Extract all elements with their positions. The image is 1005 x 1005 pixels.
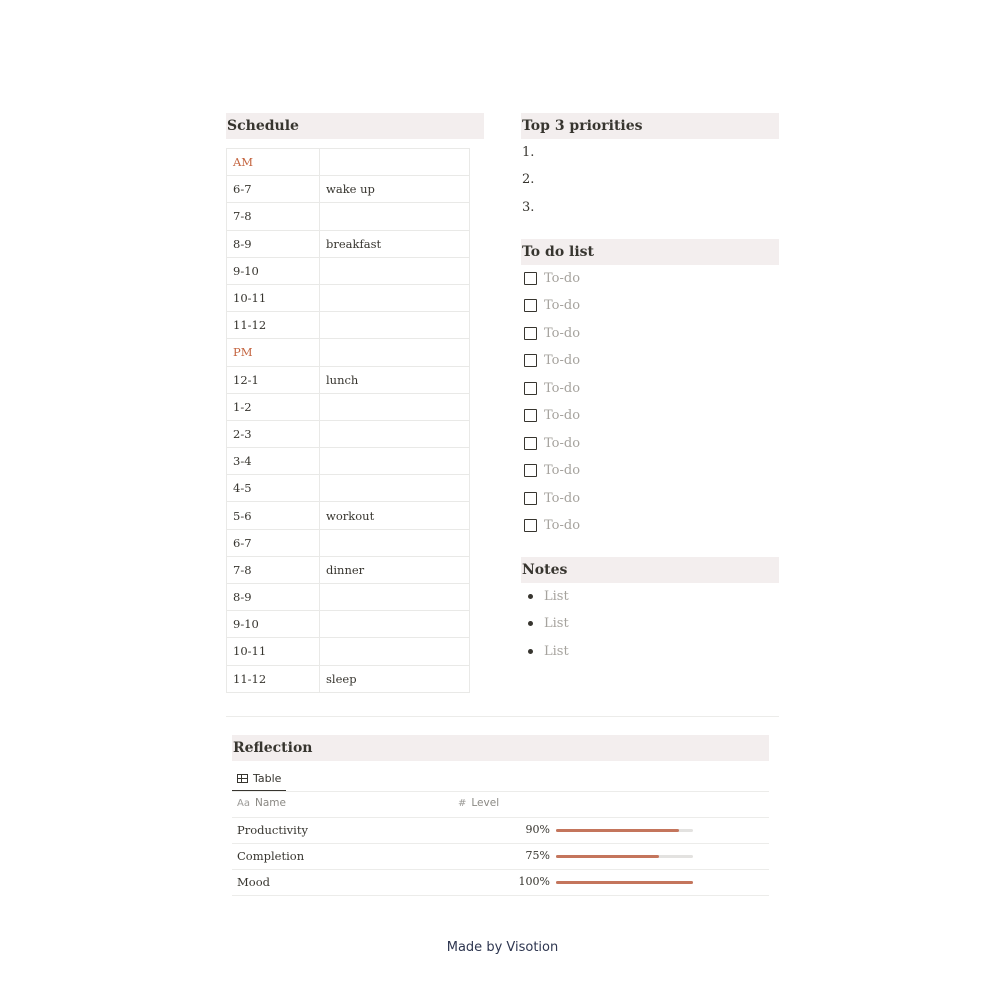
schedule-activity-cell[interactable] — [320, 448, 470, 475]
todo-label[interactable]: To-do — [544, 298, 581, 313]
schedule-time-cell[interactable]: 7-8 — [227, 556, 320, 583]
schedule-row — [227, 611, 470, 638]
schedule-row — [227, 448, 470, 475]
schedule-row — [227, 393, 470, 420]
todo-checkbox[interactable] — [524, 382, 537, 395]
schedule-row — [227, 420, 470, 447]
progress-bar-fill — [556, 855, 659, 858]
note-item — [528, 614, 569, 634]
schedule-time-cell[interactable]: 1-2 — [227, 393, 320, 420]
todo-item — [524, 406, 580, 426]
todo-item — [524, 296, 580, 316]
schedule-activity-cell[interactable] — [320, 257, 470, 284]
schedule-row — [227, 203, 470, 230]
schedule-activity-cell[interactable] — [320, 475, 470, 502]
schedule-activity-cell[interactable]: sleep — [320, 665, 470, 692]
row-divider — [232, 843, 769, 844]
progress-bar-fill — [556, 829, 679, 832]
todo-label[interactable]: To-do — [544, 408, 581, 423]
schedule-time-cell[interactable]: 12-1 — [227, 366, 320, 393]
todo-checkbox[interactable] — [524, 492, 537, 505]
tab-table-label: Table — [253, 771, 282, 785]
schedule-row — [227, 502, 470, 529]
reflection-row-level-value: 100% — [518, 875, 550, 888]
schedule-row — [227, 665, 470, 692]
todo-label[interactable]: To-do — [544, 518, 581, 533]
todo-item — [524, 516, 580, 536]
schedule-activity-cell[interactable] — [320, 149, 470, 176]
schedule-activity-cell[interactable] — [320, 312, 470, 339]
schedule-header: Schedule — [226, 113, 484, 139]
schedule-time-cell[interactable]: 3-4 — [227, 448, 320, 475]
schedule-time-cell[interactable]: 10-11 — [227, 284, 320, 311]
todo-checkbox[interactable] — [524, 299, 537, 312]
schedule-activity-cell[interactable] — [320, 611, 470, 638]
schedule-activity-cell[interactable]: breakfast — [320, 230, 470, 257]
todo-checkbox[interactable] — [524, 519, 537, 532]
schedule-activity-cell[interactable] — [320, 584, 470, 611]
row-divider — [232, 869, 769, 870]
bullet-icon — [528, 594, 533, 599]
bullet-icon — [528, 649, 533, 654]
schedule-row — [227, 556, 470, 583]
schedule-time-cell[interactable]: 2-3 — [227, 420, 320, 447]
todo-label[interactable]: To-do — [544, 435, 581, 451]
schedule-time-cell[interactable]: 8-9 — [227, 230, 320, 257]
schedule-activity-cell[interactable]: wake up — [320, 176, 470, 203]
schedule-activity-cell[interactable] — [320, 420, 470, 447]
todo-checkbox[interactable] — [524, 437, 537, 450]
todo-label[interactable]: To-do — [544, 325, 581, 341]
schedule-time-cell[interactable]: 11-12 — [227, 665, 320, 692]
schedule-time-cell[interactable]: 10-11 — [227, 638, 320, 665]
todo-label[interactable]: To-do — [544, 380, 581, 396]
note-item — [528, 586, 569, 606]
todo-checkbox[interactable] — [524, 327, 537, 340]
column-header-level-label: Level — [471, 797, 500, 809]
text-property-icon: Aa — [237, 797, 250, 809]
bullet-icon — [528, 621, 533, 626]
column-header-name-label: Name — [254, 797, 286, 809]
schedule-time-cell[interactable]: 4-5 — [227, 475, 320, 502]
tab-table[interactable] — [232, 766, 286, 792]
progress-bar-fill — [556, 881, 693, 884]
todo-item — [524, 488, 580, 508]
schedule-activity-cell[interactable]: workout — [320, 502, 470, 529]
schedule-row — [227, 584, 470, 611]
schedule-row — [227, 366, 470, 393]
schedule-row — [227, 339, 470, 366]
reflection-header: Reflection — [232, 735, 769, 761]
todo-label[interactable]: To-do — [544, 463, 581, 478]
table-icon — [237, 774, 248, 783]
schedule-row — [227, 638, 470, 665]
priorities-header: Top 3 priorities — [521, 113, 779, 139]
priority-item-1[interactable]: 1. — [522, 145, 535, 160]
schedule-activity-cell[interactable]: dinner — [320, 556, 470, 583]
footer-credit: Made by Visotion — [446, 940, 559, 955]
todo-label[interactable]: To-do — [544, 353, 581, 368]
schedule-row — [227, 149, 470, 176]
todo-checkbox[interactable] — [524, 354, 537, 367]
schedule-time-cell[interactable]: 11-12 — [227, 312, 320, 339]
schedule-activity-cell[interactable] — [320, 638, 470, 665]
column-header-level[interactable] — [458, 797, 499, 809]
reflection-row-name[interactable]: Completion — [237, 849, 305, 863]
todo-item — [524, 433, 580, 453]
todo-label[interactable]: To-do — [544, 490, 581, 506]
schedule-row — [227, 475, 470, 502]
reflection-row-name[interactable]: Mood — [237, 875, 270, 889]
priority-item-2[interactable]: 2. — [522, 172, 535, 187]
todo-item — [524, 351, 580, 371]
schedule-row — [227, 230, 470, 257]
progress-bar — [556, 855, 693, 858]
priority-item-3[interactable]: 3. — [522, 200, 535, 215]
schedule-table — [226, 148, 470, 693]
schedule-row — [227, 176, 470, 203]
reflection-row-name[interactable]: Productivity — [237, 823, 308, 837]
schedule-time-cell[interactable]: 9-10 — [227, 611, 320, 638]
row-divider — [232, 895, 769, 896]
notes-header: Notes — [521, 557, 779, 583]
reflection-row-level-value: 90% — [525, 823, 550, 836]
schedule-time-cell[interactable]: 9-10 — [227, 257, 320, 284]
schedule-activity-cell[interactable] — [320, 203, 470, 230]
schedule-activity-cell[interactable] — [320, 529, 470, 556]
todo-header: To do list — [521, 239, 779, 265]
schedule-row — [227, 284, 470, 311]
schedule-period-label[interactable]: PM — [227, 339, 320, 366]
schedule-period-label[interactable]: AM — [227, 149, 320, 176]
tab-divider — [232, 791, 769, 792]
todo-item — [524, 323, 580, 343]
divider — [226, 716, 779, 717]
number-property-icon: # — [458, 797, 467, 809]
todo-label[interactable]: To-do — [544, 270, 581, 286]
todo-item — [524, 461, 580, 481]
schedule-activity-cell[interactable] — [320, 393, 470, 420]
todo-checkbox[interactable] — [524, 272, 537, 285]
schedule-time-cell[interactable]: 5-6 — [227, 502, 320, 529]
schedule-activity-cell[interactable] — [320, 339, 470, 366]
note-label[interactable]: List — [544, 616, 569, 631]
schedule-row — [227, 257, 470, 284]
schedule-time-cell[interactable]: 7-8 — [227, 203, 320, 230]
todo-checkbox[interactable] — [524, 409, 537, 422]
todo-checkbox[interactable] — [524, 464, 537, 477]
note-label[interactable]: List — [544, 643, 569, 659]
schedule-activity-cell[interactable] — [320, 284, 470, 311]
column-header-name[interactable] — [237, 797, 286, 809]
progress-bar — [556, 881, 693, 884]
note-label[interactable]: List — [544, 588, 569, 604]
schedule-time-cell[interactable]: 6-7 — [227, 176, 320, 203]
todo-item — [524, 378, 580, 398]
schedule-row — [227, 529, 470, 556]
row-divider — [232, 817, 769, 818]
progress-bar — [556, 829, 693, 832]
schedule-activity-cell[interactable]: lunch — [320, 366, 470, 393]
schedule-time-cell[interactable]: 8-9 — [227, 584, 320, 611]
reflection-row-level-value: 75% — [525, 849, 550, 862]
todo-item — [524, 268, 580, 288]
note-item — [528, 641, 569, 661]
schedule-time-cell[interactable]: 6-7 — [227, 529, 320, 556]
schedule-row — [227, 312, 470, 339]
